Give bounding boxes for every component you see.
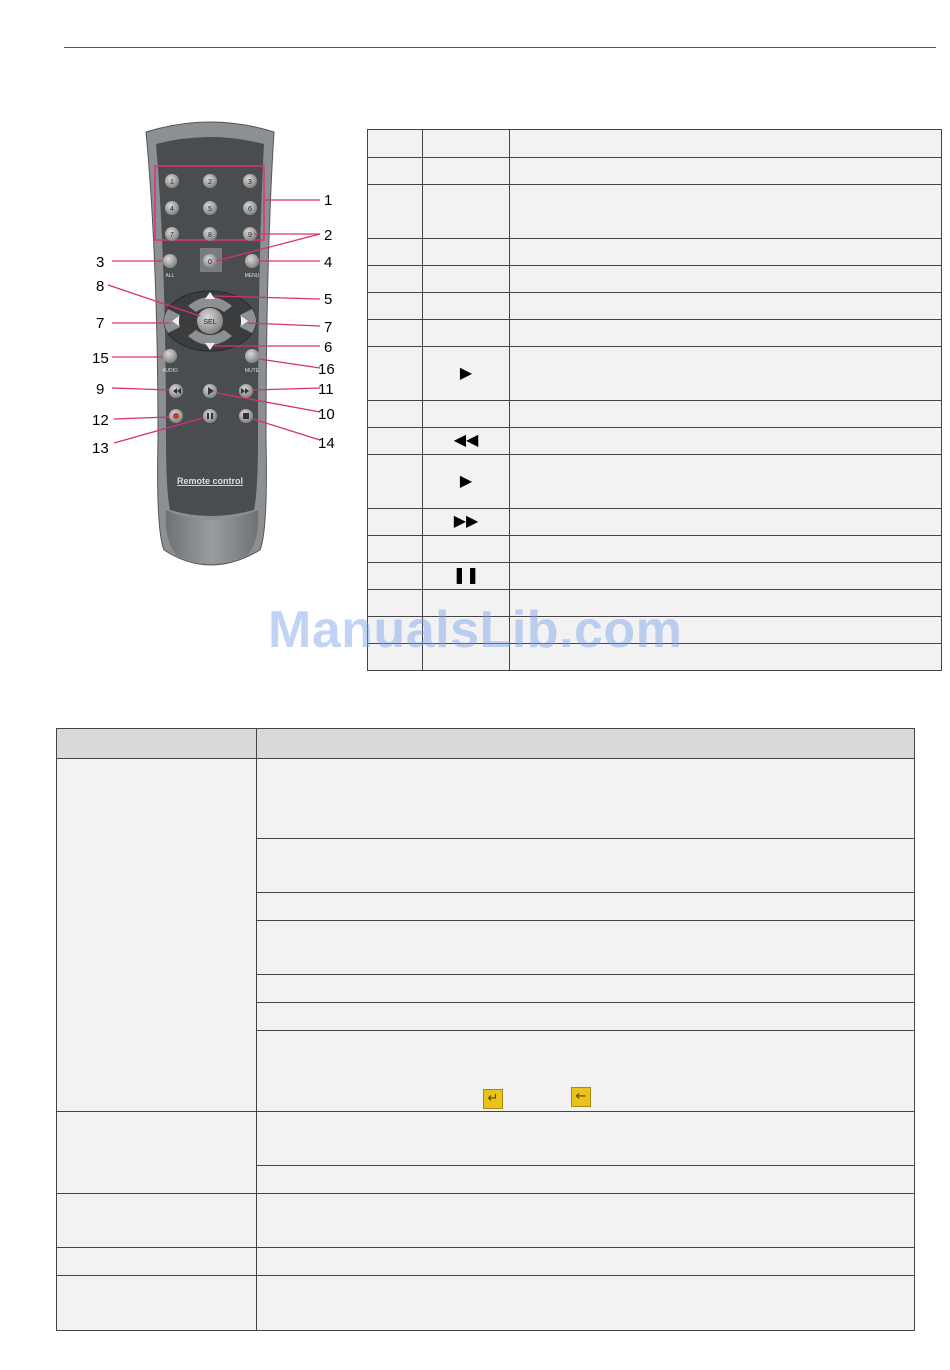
table-row <box>368 239 942 266</box>
rewind-icon: ◀◀ <box>453 430 479 449</box>
callout-7-left: 7 <box>96 315 105 332</box>
watermark: ManualsLib.com <box>268 601 683 659</box>
table-row <box>368 158 942 185</box>
callout-9: 9 <box>96 381 105 398</box>
key-5: 5 <box>208 206 212 213</box>
table-row <box>368 347 942 401</box>
table-row <box>368 320 942 347</box>
table-row <box>368 130 942 158</box>
callout-13: 13 <box>92 440 109 457</box>
callout-12: 12 <box>92 412 109 429</box>
table-row <box>368 428 942 455</box>
callout-7-right: 7 <box>324 319 333 336</box>
table-row <box>57 1112 915 1166</box>
audio-key-label: AUDIO <box>162 368 178 374</box>
table-row <box>368 266 942 293</box>
remote-key-table <box>367 129 942 671</box>
function-table <box>56 728 915 1331</box>
key-8: 8 <box>208 232 212 239</box>
play-icon-2: ▶ <box>459 470 473 490</box>
table-row <box>368 563 942 590</box>
remote-control-figure <box>88 110 348 580</box>
mute-key-label: MUTE <box>244 368 260 374</box>
table-row <box>57 1276 915 1331</box>
callout-8: 8 <box>96 278 105 295</box>
table-header-row <box>57 729 915 759</box>
key-7: 7 <box>170 232 174 239</box>
play-icon: ▶ <box>459 362 473 382</box>
callout-6: 6 <box>324 339 333 356</box>
callout-15: 15 <box>92 350 109 367</box>
table-row <box>368 536 942 563</box>
key-9: 9 <box>248 232 252 239</box>
sel-key-label: SEL <box>203 319 217 326</box>
header-rule <box>64 47 936 48</box>
callout-14: 14 <box>318 435 335 452</box>
table-row <box>368 509 942 536</box>
callout-4: 4 <box>324 254 333 271</box>
callout-11: 11 <box>318 381 334 398</box>
table-row <box>368 401 942 428</box>
table-row <box>57 1248 915 1276</box>
key-6: 6 <box>248 206 252 213</box>
pause-icon: ❚❚ <box>452 565 480 584</box>
menu-key-label: MENU <box>244 273 260 279</box>
table-row <box>57 759 915 839</box>
callout-3: 3 <box>96 254 105 271</box>
table-row <box>368 293 942 320</box>
key-4: 4 <box>170 206 174 213</box>
callout-5: 5 <box>324 291 333 308</box>
key-0: 0 <box>208 259 212 266</box>
table-row <box>368 455 942 509</box>
key-1: 1 <box>170 179 174 186</box>
table-row <box>368 185 942 239</box>
fast-forward-icon: ▶▶ <box>453 511 479 530</box>
callout-16: 16 <box>318 361 335 378</box>
remote-label: Remote control <box>176 476 244 486</box>
backspace-icon: ← <box>571 1087 591 1107</box>
callout-2: 2 <box>324 227 333 244</box>
table-row <box>57 1194 915 1248</box>
all-key-label: ALL <box>165 273 175 279</box>
key-3: 3 <box>248 179 252 186</box>
enter-icon: ↵ <box>483 1089 503 1109</box>
callout-1: 1 <box>324 192 333 209</box>
key-2: 2 <box>208 179 212 186</box>
callout-10: 10 <box>318 406 335 423</box>
